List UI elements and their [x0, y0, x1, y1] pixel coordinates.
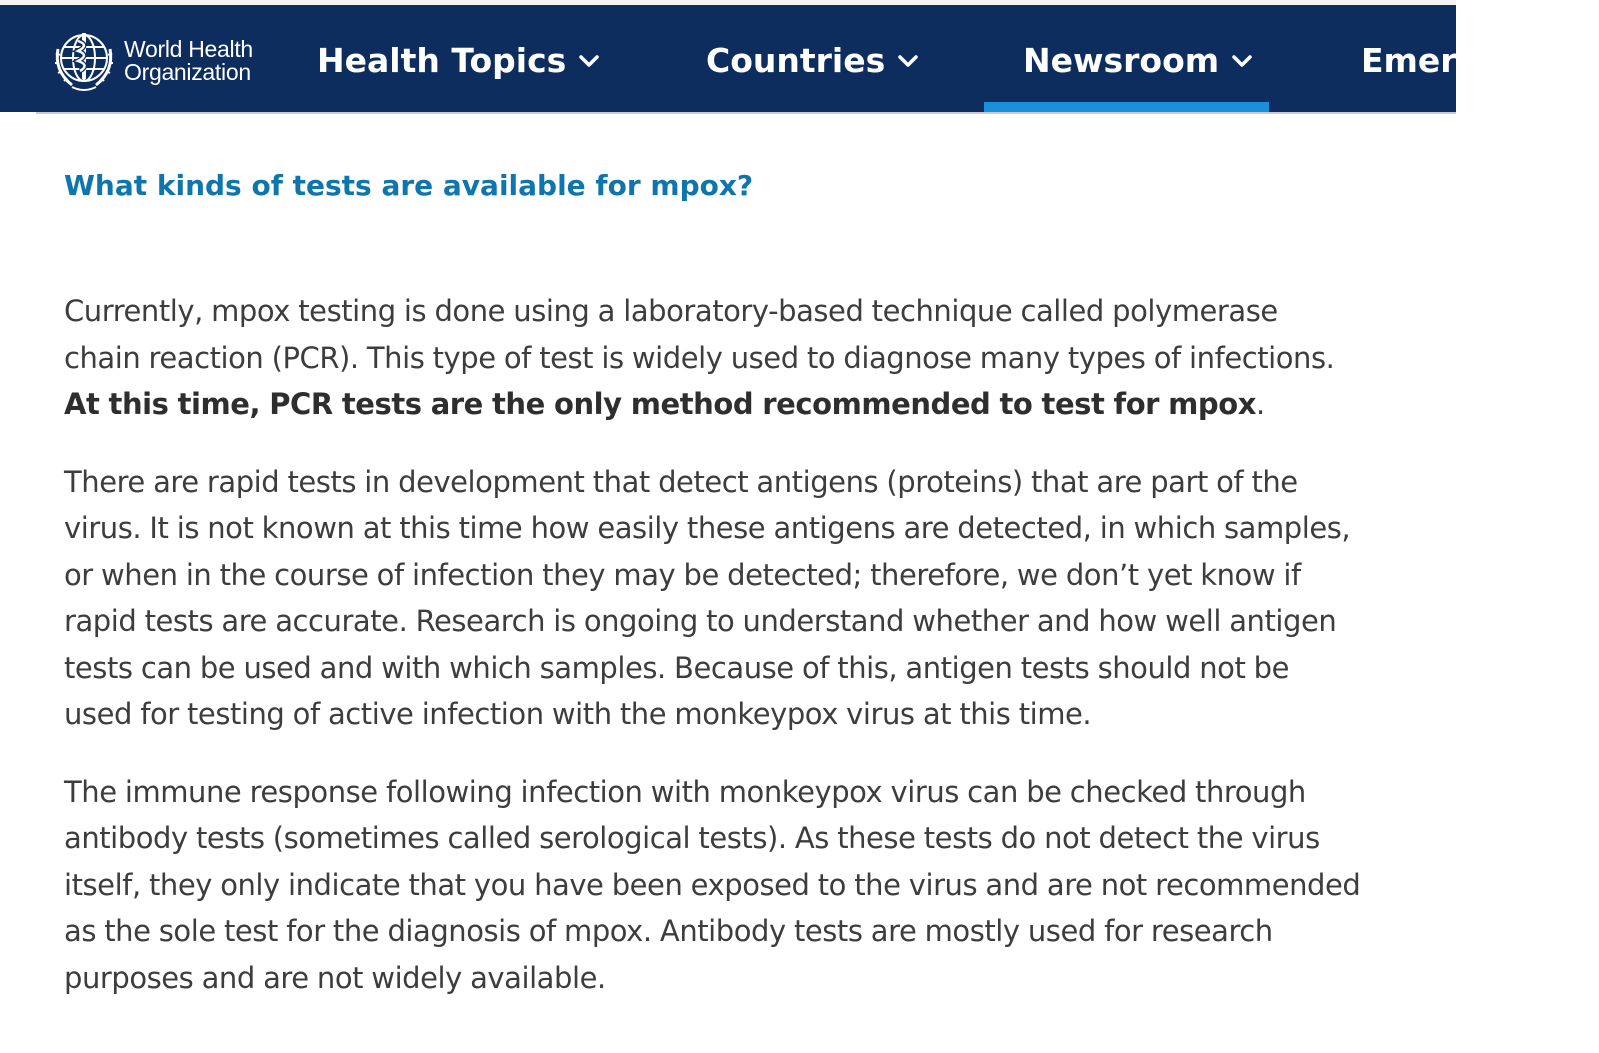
text-line: antibody tests (sometimes called serological tests). As these tests do not detect the virus — [64, 821, 1320, 855]
nav-countries[interactable] — [706, 39, 919, 83]
site-header — [0, 0, 1599, 112]
bold-statement: At this time, PCR tests are the only method recommended to test for mpox — [64, 387, 1256, 421]
nav-label: Newsroom — [1023, 41, 1220, 80]
chevron-down-icon — [897, 50, 919, 72]
nav-health-topics[interactable] — [317, 39, 600, 83]
header-divider — [36, 112, 1456, 114]
logo-line-2: Organization — [124, 59, 251, 85]
text-line: rapid tests are accurate. Research is ongoing to understand whether and how well antigen — [64, 604, 1337, 638]
nav-emergencies[interactable] — [1361, 39, 1599, 83]
text-line: purposes and are not widely available. — [64, 960, 606, 995]
text-line: as the sole test for the diagnosis of mpox. Antibody tests are mostly used for research — [64, 914, 1273, 948]
nav-label: Health Topics — [317, 41, 567, 80]
chevron-down-icon — [1231, 50, 1253, 72]
who-emblem-icon — [50, 27, 118, 95]
chevron-down-icon — [578, 50, 600, 72]
text-line — [64, 381, 1444, 428]
text-line: There are rapid tests in development that detect antigens (proteins) that are part of the — [64, 464, 1298, 499]
logo-line-1: World Health — [124, 36, 253, 62]
text-line: virus. It is not known at this time how easily these antigens are detected, in which samples, — [64, 511, 1351, 545]
text-line: The immune response following infection with monkeypox virus can be checked through — [64, 774, 1306, 809]
nav-newsroom[interactable] — [1023, 39, 1253, 83]
faq-question: What kinds of tests are available for mpox? — [64, 169, 754, 202]
answer-paragraph-3 — [64, 769, 1444, 1002]
bold-suffix: . — [1255, 387, 1265, 421]
text-line: Currently, mpox testing is done using a laboratory-based technique called polymerase — [64, 294, 1278, 328]
faq-answer — [64, 288, 1444, 1032]
answer-paragraph-1 — [64, 288, 1444, 428]
logo-text — [124, 38, 253, 84]
text-line: or when in the course of infection they may be detected; therefore, we don’t yet know if — [64, 557, 1301, 592]
active-tab-indicator — [984, 102, 1269, 112]
nav-label: Countries — [706, 41, 886, 80]
text-line: tests can be used and with which samples. Because of this, antigen tests should not be — [64, 650, 1289, 685]
answer-paragraph-2 — [64, 459, 1444, 738]
text-line: chain reaction (PCR). This type of test is widely used to diagnose many types of infections. — [64, 340, 1335, 375]
who-logo[interactable] — [50, 27, 253, 95]
text-line: itself, they only indicate that you have been exposed to the virus and are not recommended — [64, 867, 1361, 902]
text-line: used for testing of active infection with the monkeypox virus at this time. — [64, 697, 1092, 731]
nav-label: Emergencies — [1361, 41, 1599, 80]
